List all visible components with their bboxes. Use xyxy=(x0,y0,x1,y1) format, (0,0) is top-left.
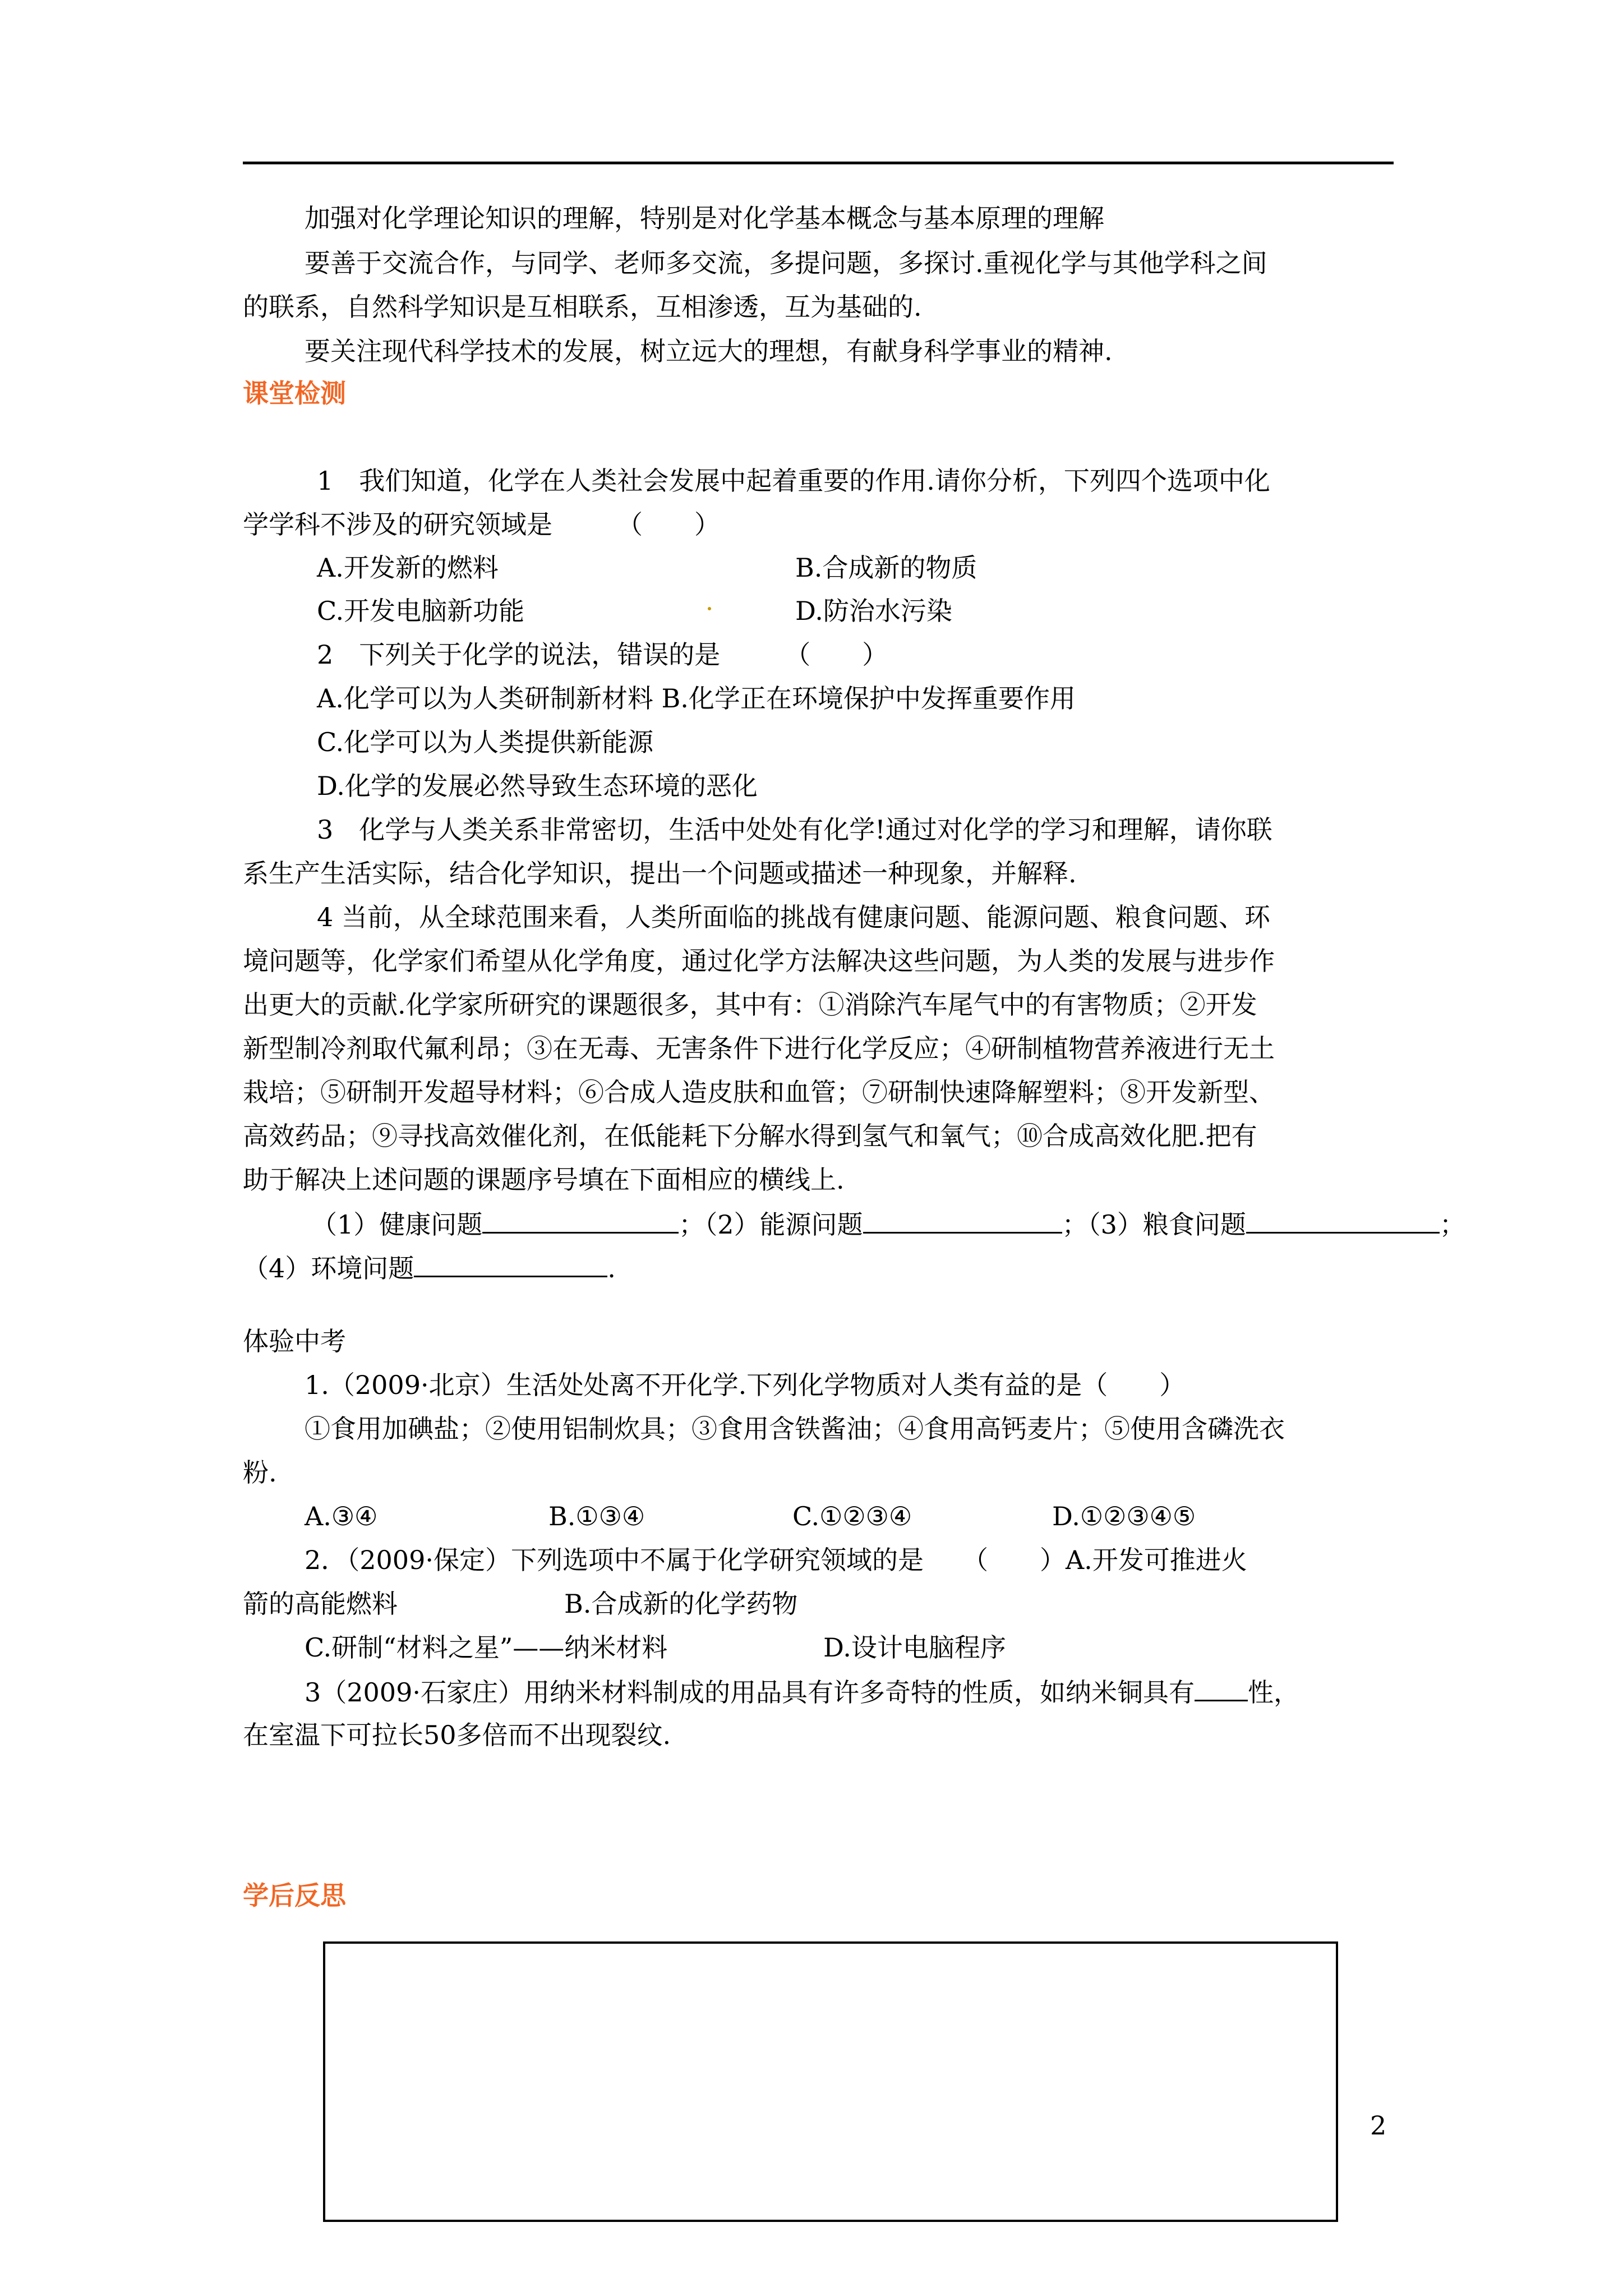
q4-label-energy: ；（2）能源问题 xyxy=(679,1209,863,1240)
e1-option-c: C.①②③④ xyxy=(792,1501,912,1531)
e1-line-3: 粉. xyxy=(243,1457,277,1488)
q2-option-d: D.化学的发展必然导致生态环境的恶化 xyxy=(317,771,758,801)
q1-line-1: 1 我们知道，化学在人类社会发展中起着重要的作用.请你分析，下列四个选项中化 xyxy=(317,466,1270,496)
section-heading-classroom-test: 课堂检测 xyxy=(243,378,346,408)
e2-option-c: C.研制“材料之星”——纳米材料 xyxy=(305,1632,668,1663)
e3-part-2: 性， xyxy=(1247,1677,1299,1708)
q4-blank-health[interactable] xyxy=(482,1207,679,1234)
q2-options-ab: A.化学可以为人类研制新材料 B.化学正在环境保护中发挥重要作用 xyxy=(317,683,1076,714)
q4-line-5: 栽培；⑤研制开发超导材料；⑥合成人造皮肤和血管；⑦研制快速降解塑料；⑧开发新型、 xyxy=(243,1077,1275,1107)
q4-line-6: 高效药品；⑨寻找高效催化剂，在低能耗下分解水得到氢气和氧气；⑩合成高效化肥.把有 xyxy=(243,1121,1257,1151)
q1-option-d: D.防治水污染 xyxy=(795,596,952,626)
q4-line-3: 出更大的贡献.化学家所研究的课题很多，其中有：①消除汽车尾气中的有害物质；②开发 xyxy=(243,990,1257,1020)
e3-part-1: 3（2009·石家庄）用纳米材料制成的用品具有许多奇特的性质，如纳米铜具有 xyxy=(305,1677,1195,1708)
header-rule xyxy=(243,162,1394,164)
q3-line-1: 3 化学与人类关系非常密切，生活中处处有化学!通过对化学的学习和理解，请你联 xyxy=(317,815,1272,845)
q2-option-c: C.化学可以为人类提供新能源 xyxy=(317,727,654,757)
q4-line-1: 4 当前，从全球范围来看，人类所面临的挑战有健康问题、能源问题、粮食问题、环 xyxy=(317,902,1270,932)
q2-stem: 2 下列关于化学的说法，错误的是 （ ） xyxy=(317,639,888,670)
q4-line-2: 境问题等，化学家们希望从化学角度，通过化学方法解决这些问题，为人类的发展与进步作 xyxy=(243,946,1275,976)
q4-end: . xyxy=(607,1253,616,1283)
intro-line-4: 要关注现代科学技术的发展，树立远大的理想，有献身科学事业的精神. xyxy=(305,336,1113,366)
e3-line-2: 在室温下可拉长50多倍而不出现裂纹. xyxy=(243,1720,671,1750)
stray-dot-mark xyxy=(708,607,711,610)
intro-line-2: 要善于交流合作，与同学、老师多交流，多提问题，多探讨.重视化学与其他学科之间 xyxy=(305,248,1267,278)
section-heading-exam: 体验中考 xyxy=(243,1326,346,1356)
q4-line-4: 新型制冷剂取代氟利昂；③在无毒、无害条件下进行化学反应；④研制植物营养液进行无土 xyxy=(243,1033,1275,1064)
q1-line-2: 学学科不涉及的研究领域是 （ ） xyxy=(243,509,720,540)
e1-option-b: B.①③④ xyxy=(548,1501,645,1531)
e1-option-d: D.①②③④⑤ xyxy=(1052,1501,1196,1531)
q4-blank-environment[interactable] xyxy=(414,1251,607,1277)
e3-blank[interactable] xyxy=(1195,1675,1248,1701)
q1-option-b: B.合成新的物质 xyxy=(795,553,978,583)
section-heading-reflection: 学后反思 xyxy=(243,1880,346,1911)
q4-blank-food[interactable] xyxy=(1246,1207,1440,1234)
q4-label-environment: （4）环境问题 xyxy=(243,1253,414,1283)
q4-fill-line-2 xyxy=(243,1251,616,1285)
e1-option-a: A.③④ xyxy=(305,1501,378,1531)
e2-option-b: B.合成新的化学药物 xyxy=(564,1589,798,1619)
reflection-box[interactable] xyxy=(323,1941,1338,2222)
page-number: 2 xyxy=(1370,2110,1387,2141)
q1-option-c: C.开发电脑新功能 xyxy=(317,596,525,626)
q4-fill-line xyxy=(311,1207,1465,1241)
q4-blank-energy[interactable] xyxy=(863,1207,1062,1234)
e2-line-1: 2．（2009·保定）下列选项中不属于化学研究领域的是 （ ）A.开发可推进火 xyxy=(305,1545,1247,1575)
intro-line-1: 加强对化学理论知识的理解，特别是对化学基本概念与基本原理的理解 xyxy=(305,203,1104,233)
q3-line-2: 系生产生活实际，结合化学知识，提出一个问题或描述一种现象，并解释. xyxy=(243,858,1077,889)
q4-separator: ； xyxy=(1439,1209,1465,1240)
intro-line-3: 的联系，自然科学知识是互相联系，互相渗透，互为基础的. xyxy=(243,292,922,322)
e3-line-1 xyxy=(305,1675,1299,1709)
q4-label-health: （1）健康问题 xyxy=(311,1209,483,1240)
e2-option-d: D.设计电脑程序 xyxy=(823,1632,1006,1663)
e2-line-2a: 箭的高能燃料 xyxy=(243,1589,398,1619)
q1-option-a: A.开发新的燃料 xyxy=(317,553,499,583)
e1-stem: 1.（2009·北京）生活处处离不开化学.下列化学物质对人类有益的是（ ） xyxy=(305,1370,1186,1400)
q4-line-7: 助于解决上述问题的课题序号填在下面相应的横线上. xyxy=(243,1165,845,1195)
e1-line-2: ①食用加碘盐；②使用铝制炊具；③食用含铁酱油；④食用高钙麦片；⑤使用含磷洗衣 xyxy=(305,1414,1285,1444)
q4-label-food: ；（3）粮食问题 xyxy=(1062,1209,1246,1240)
